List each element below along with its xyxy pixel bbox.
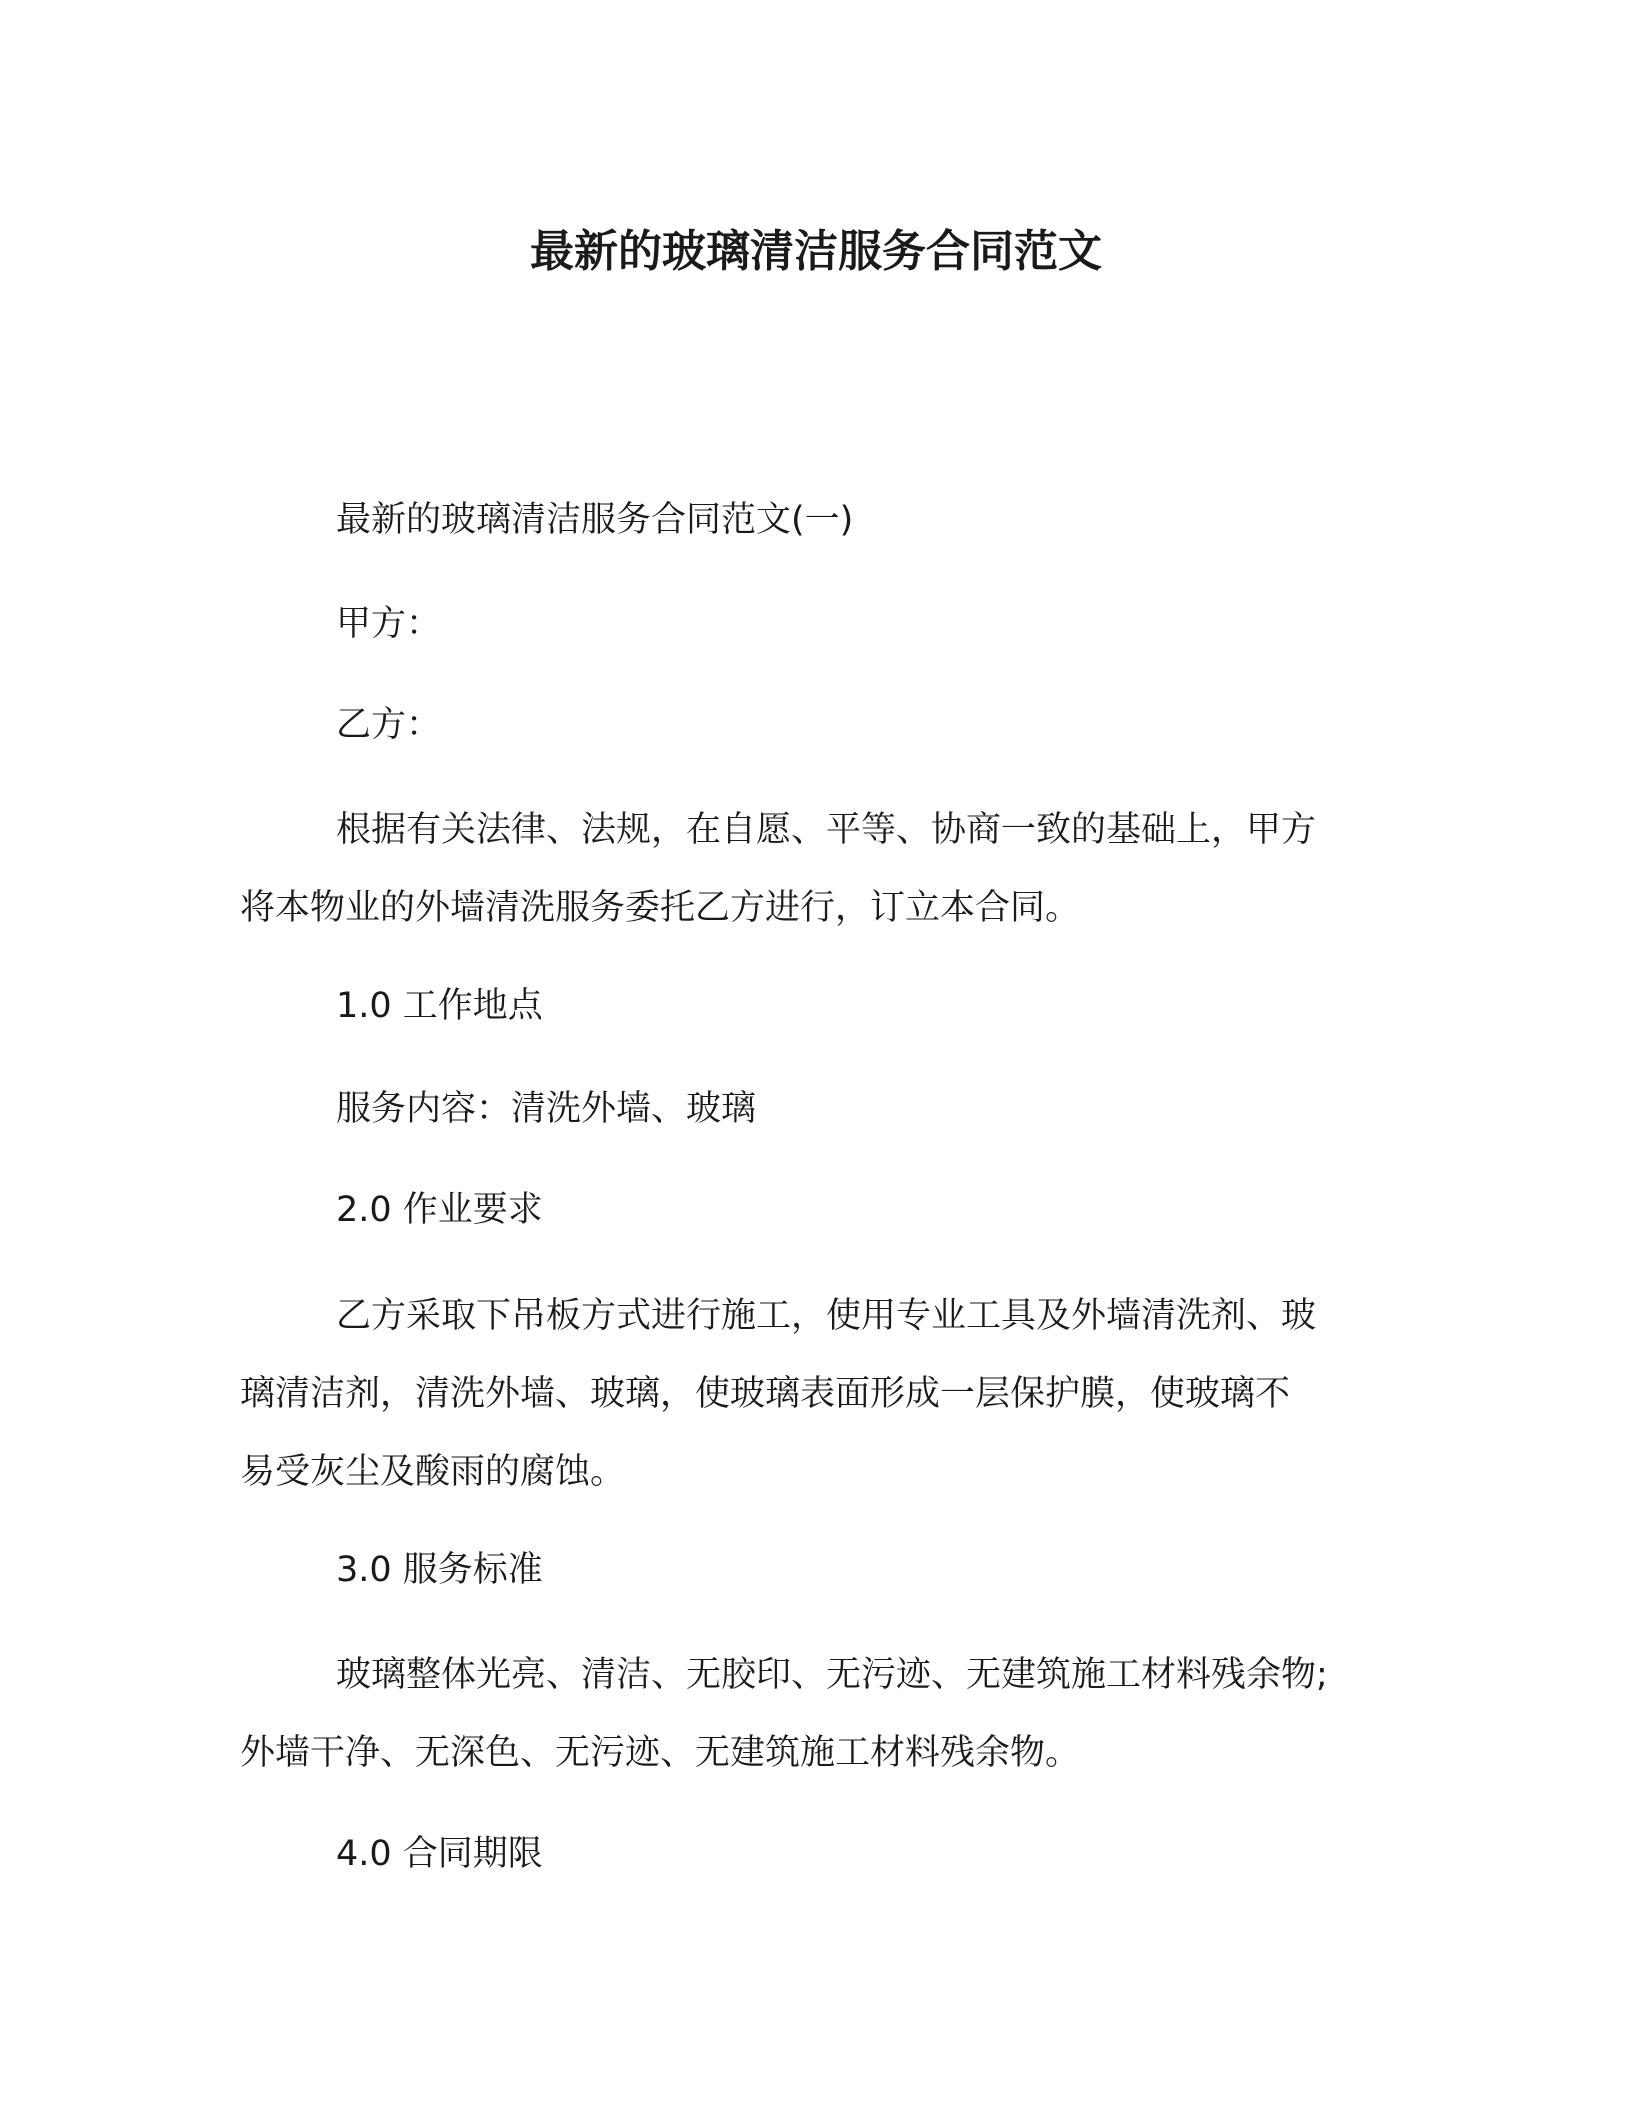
section-4-heading: 4.0 合同期限 xyxy=(336,1834,543,1874)
document-title: 最新的玻璃清洁服务合同范文 xyxy=(530,226,1102,277)
section-2-line-2: 璃清洁剂，清洗外墙、玻璃，使玻璃表面形成一层保护膜，使玻璃不 xyxy=(240,1374,1291,1414)
section-2-heading: 2.0 作业要求 xyxy=(336,1190,543,1230)
intro-paragraph xyxy=(240,791,1380,947)
party-b-label: 乙方： xyxy=(336,705,442,745)
contract-subtitle: 最新的玻璃清洁服务合同范文(一) xyxy=(336,500,854,540)
section-3-line-2: 外墙干净、无深色、无污迹、无建筑施工材料残余物。 xyxy=(240,1733,1081,1773)
section-2-paragraph xyxy=(240,1277,1380,1511)
section-1-content: 服务内容：清洗外墙、玻璃 xyxy=(336,1089,757,1129)
section-1-heading: 1.0 工作地点 xyxy=(336,986,543,1026)
intro-line-2: 将本物业的外墙清洗服务委托乙方进行，订立本合同。 xyxy=(240,888,1081,928)
section-3-line-1: 玻璃整体光亮、清洁、无胶印、无污迹、无建筑施工材料残余物; xyxy=(336,1655,1328,1695)
section-2-line-1: 乙方采取下吊板方式进行施工，使用专业工具及外墙清洗剂、玻 xyxy=(336,1296,1317,1336)
section-3-heading: 3.0 服务标准 xyxy=(336,1550,543,1590)
party-a-label: 甲方： xyxy=(336,604,442,644)
intro-line-1: 根据有关法律、法规，在自愿、平等、协商一致的基础上，甲方 xyxy=(336,810,1317,850)
section-3-paragraph xyxy=(240,1636,1380,1792)
section-2-line-3: 易受灰尘及酸雨的腐蚀。 xyxy=(240,1452,626,1492)
